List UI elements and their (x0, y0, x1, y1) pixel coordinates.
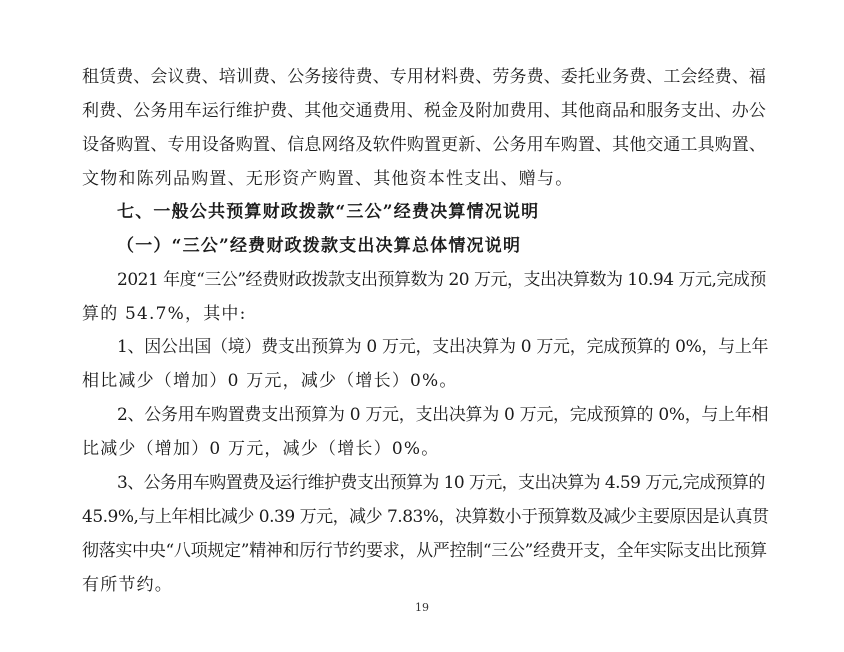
paragraph-line: 1、因公出国（境）费支出预算为 0 万元，支出决算为 0 万元，完成预算的 0%，与上年 (117, 337, 769, 357)
paragraph-line: 算的 54.7%，其中: (82, 304, 247, 324)
section-heading: 七、一般公共预算财政拨款“三公”经费决算情况说明 (117, 202, 540, 222)
paragraph-line: 相比减少（增加）0 万元，减少（增长）0%。 (82, 371, 458, 391)
subsection-heading: （一）“三公”经费财政拨款支出决算总体情况说明 (117, 236, 522, 256)
body-text-line: 租赁费、会议费、培训费、公务接待费、专用材料费、劳务费、委托业务费、工会经费、福 (82, 67, 766, 87)
body-text-line: 文物和陈列品购置、无形资产购置、其他资本性支出、赠与。 (82, 169, 574, 189)
body-text-line: 设备购置、专用设备购置、信息网络及软件购置更新、公务用车购置、其他交通工具购置、 (82, 135, 766, 155)
paragraph-line: 3、公务用车购置费及运行维护费支出预算为 10 万元，支出决算为 4.59 万元,完成预算的 (117, 473, 765, 493)
paragraph-line: 比减少（增加）0 万元，减少（增长）0%。 (82, 439, 440, 459)
paragraph-line: 45.9%,与上年相比减少 0.39 万元，减少 7.83%，决算数小于预算数及减少主要原因是认真贯 (82, 507, 769, 527)
paragraph-line: 2021 年度“三公”经费财政拨款支出预算数为 20 万元，支出决算数为 10.94 万元,完成预 (117, 270, 766, 290)
page-number: 19 (415, 601, 429, 614)
paragraph-line: 彻落实中央“八项规定”精神和厉行节约要求，从严控制“三公”经费开支，全年实际支出比预算 (82, 541, 767, 561)
paragraph-line: 有所节约。 (82, 575, 173, 595)
paragraph-line: 2、公务用车购置费支出预算为 0 万元，支出决算为 0 万元，完成预算的 0%，与上年相 (117, 405, 769, 425)
body-text-line: 利费、公务用车运行维护费、其他交通费用、税金及附加费用、其他商品和服务支出、办公 (82, 101, 766, 121)
